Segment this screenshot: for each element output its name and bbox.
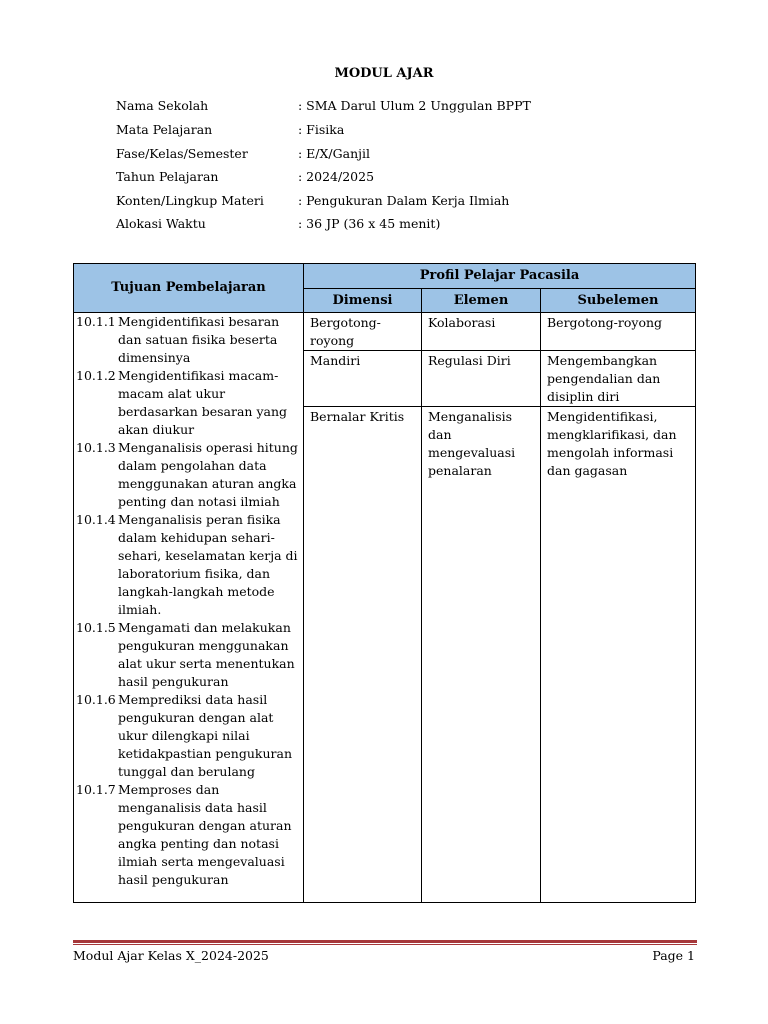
info-label: Alokasi Waktu [116, 216, 206, 231]
dimensi-cell [304, 407, 422, 903]
elemen-cell [422, 351, 541, 407]
list-item [76, 691, 300, 781]
subelemen-cell [541, 351, 696, 407]
list-item [76, 367, 300, 439]
elemen-text: Kolaborasi [428, 315, 496, 330]
objective-number: 10.1.6 [76, 692, 116, 707]
header-tujuan: Tujuan Pembelajaran [74, 264, 304, 313]
info-label: Mata Pelajaran [116, 122, 213, 137]
objectives-cell [74, 313, 304, 903]
objective-text: Menganalisis peran fisika dalam kehidupan sehari-sehari, keselamatan kerja di laboratorium fisika, dan langkah-langkah metode ilmiah. [118, 512, 298, 617]
list-item [76, 439, 300, 511]
objective-text: Mengidentifikasi macam-macam alat ukur berdasarkan besaran yang akan diukur [118, 368, 288, 437]
dimensi-cell [304, 313, 422, 351]
info-label: Fase/Kelas/Semester [116, 146, 248, 161]
table-row [74, 313, 696, 351]
footer-document-name: Modul Ajar Kelas X_2024-2025 [73, 948, 269, 963]
objective-number: 10.1.5 [76, 620, 116, 635]
info-label: Tahun Pelajaran [116, 169, 219, 184]
header-elemen: Elemen [422, 289, 541, 313]
subelemen-text: Mengidentifikasi, mengklarifikasi, dan mengolah informasi dan gagasan [547, 409, 677, 478]
objectives-list [74, 313, 303, 889]
objective-number: 10.1.2 [76, 368, 116, 383]
header-profil: Profil Pelajar Pacasila [304, 264, 696, 289]
objective-text: Memprediksi data hasil pengukuran dengan alat ukur dilengkapi nilai ketidakpastian pengukuran tunggal dan berulang [118, 692, 292, 779]
objective-text: Mengidentifikasi besaran dan satuan fisika beserta dimensinya [118, 314, 280, 365]
info-label: Nama Sekolah [116, 98, 209, 113]
list-item [76, 619, 300, 691]
info-value: : Pengukuran Dalam Kerja Ilmiah [298, 193, 510, 208]
list-item [76, 781, 300, 889]
dimensi-text: Bergotong-royong [310, 315, 381, 348]
elemen-text: Menganalisis dan mengevaluasi penalaran [428, 409, 516, 478]
objective-number: 10.1.1 [76, 314, 116, 329]
info-label: Konten/Lingkup Materi [116, 193, 264, 208]
document-title: MODUL AJAR [334, 66, 434, 81]
info-value: : E/X/Ganjil [298, 146, 370, 161]
info-value: : Fisika [298, 122, 345, 137]
list-item [76, 313, 300, 367]
objective-text: Menganalisis operasi hitung dalam pengolahan data menggunakan aturan angka penting dan notasi ilmiah [118, 440, 298, 509]
elemen-cell [422, 313, 541, 351]
objective-text: Memproses dan menganalisis data hasil pengukuran dengan aturan angka penting dan notasi ilmiah serta mengevaluasi hasil pengukuran [118, 782, 292, 887]
subelemen-cell [541, 313, 696, 351]
table-header-row [74, 264, 696, 289]
elemen-text: Regulasi Diri [428, 353, 511, 368]
subelemen-cell [541, 407, 696, 903]
footer-rule [73, 940, 697, 943]
objective-number: 10.1.4 [76, 512, 116, 527]
info-value: : SMA Darul Ulum 2 Unggulan BPPT [298, 98, 531, 113]
elemen-cell [422, 407, 541, 903]
list-item [76, 511, 300, 619]
objective-number: 10.1.7 [76, 782, 116, 797]
header-dimensi: Dimensi [304, 289, 422, 313]
footer-page-number: Page 1 [652, 948, 695, 963]
info-value: : 2024/2025 [298, 169, 375, 184]
dimensi-text: Bernalar Kritis [310, 409, 405, 424]
dimensi-text: Mandiri [310, 353, 361, 368]
learning-table [73, 263, 696, 903]
subelemen-text: Bergotong-royong [547, 315, 663, 330]
info-value: : 36 JP (36 x 45 menit) [298, 216, 441, 231]
objective-text: Mengamati dan melakukan pengukuran menggunakan alat ukur serta menentukan hasil pengukuran [118, 620, 295, 689]
header-subelemen: Subelemen [541, 289, 696, 313]
dimensi-cell [304, 351, 422, 407]
objective-number: 10.1.3 [76, 440, 116, 455]
footer-rule-thin [73, 944, 697, 945]
subelemen-text: Mengembangkan pengendalian dan disiplin diri [547, 353, 661, 404]
